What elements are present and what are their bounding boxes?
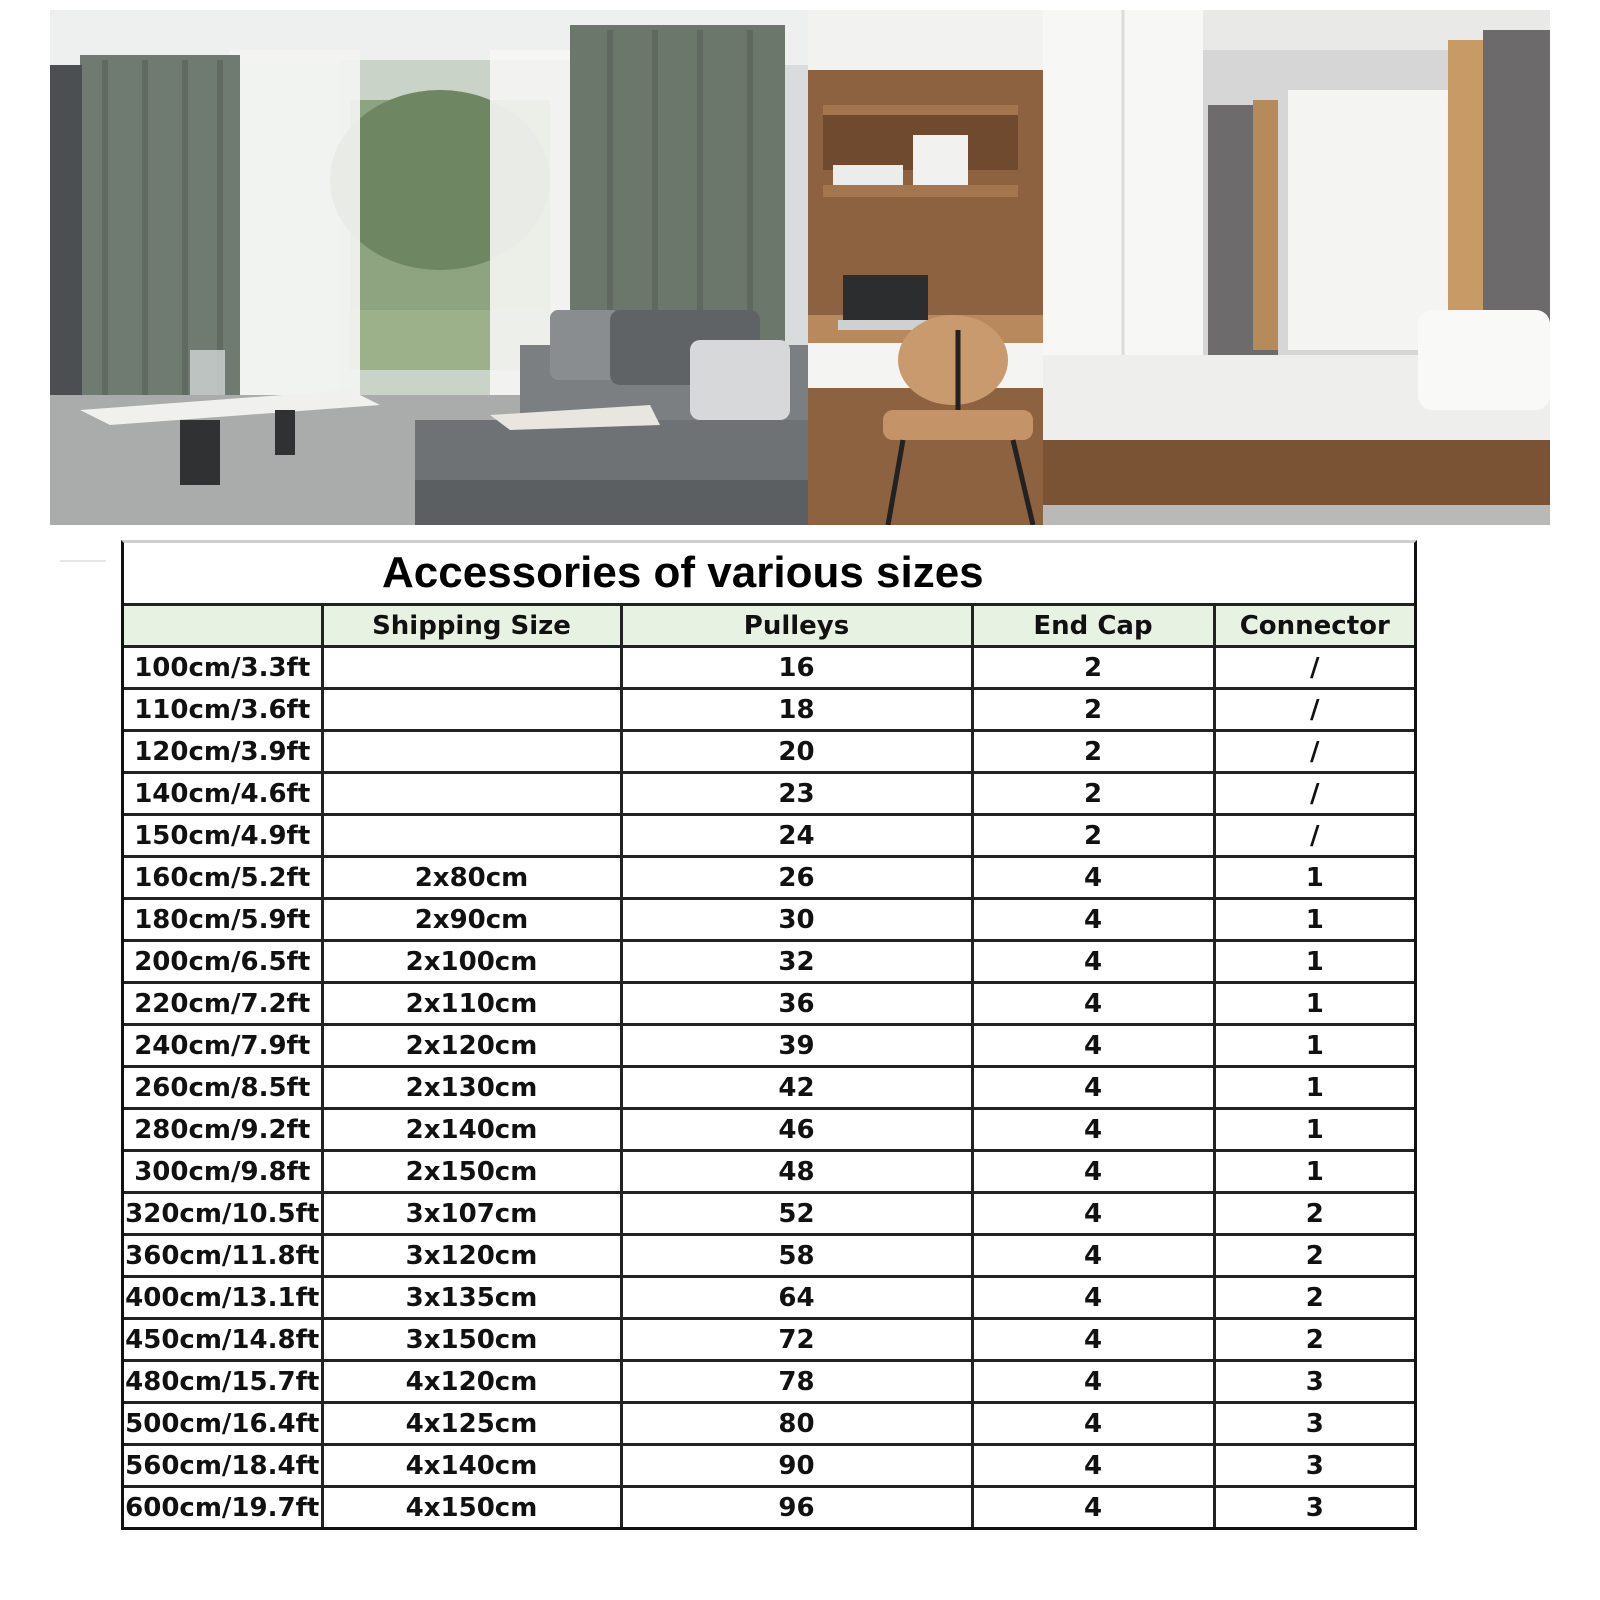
table-row [124, 1403, 1414, 1445]
table-row [124, 815, 1414, 857]
table-title: Accessories of various sizes [382, 548, 984, 597]
cell-shipping-size: 3x120cm [322, 1235, 621, 1277]
cell-end-cap: 4 [972, 1403, 1214, 1445]
cell-shipping-size: 2x130cm [322, 1067, 621, 1109]
cell-shipping-size [322, 647, 621, 689]
cell-shipping-size: 4x140cm [322, 1445, 621, 1487]
cell-connector: 1 [1214, 857, 1414, 899]
cell-connector: 3 [1214, 1361, 1414, 1403]
cell-pulleys: 36 [621, 983, 972, 1025]
cell-pulleys: 23 [621, 773, 972, 815]
cell-end-cap: 4 [972, 1067, 1214, 1109]
cell-shipping-size: 2x120cm [322, 1025, 621, 1067]
cell-length: 260cm/8.5ft [124, 1067, 322, 1109]
cell-connector: 1 [1214, 1067, 1414, 1109]
table-row [124, 857, 1414, 899]
cell-shipping-size [322, 731, 621, 773]
cell-length: 100cm/3.3ft [124, 647, 322, 689]
cell-length: 180cm/5.9ft [124, 899, 322, 941]
cell-end-cap: 4 [972, 1193, 1214, 1235]
cell-pulleys: 39 [621, 1025, 972, 1067]
cell-connector: 2 [1214, 1235, 1414, 1277]
cell-pulleys: 46 [621, 1109, 972, 1151]
header-length [124, 606, 322, 647]
table-row [124, 1151, 1414, 1193]
table-row [124, 899, 1414, 941]
cell-end-cap: 4 [972, 1277, 1214, 1319]
cell-end-cap: 2 [972, 815, 1214, 857]
cell-pulleys: 24 [621, 815, 972, 857]
header-end-cap: End Cap [972, 606, 1214, 647]
table-row [124, 773, 1414, 815]
cell-connector: 3 [1214, 1487, 1414, 1528]
cell-length: 450cm/14.8ft [124, 1319, 322, 1361]
cell-connector: / [1214, 689, 1414, 731]
cell-length: 500cm/16.4ft [124, 1403, 322, 1445]
photo-banner [50, 10, 1550, 525]
living-room-curtain-photo [50, 10, 808, 525]
accessories-size-table [121, 540, 1417, 1530]
table-title-row [124, 543, 1414, 606]
cell-end-cap: 2 [972, 689, 1214, 731]
cell-shipping-size: 4x125cm [322, 1403, 621, 1445]
accessories-table [124, 606, 1414, 1527]
table-row [124, 1109, 1414, 1151]
header-row [124, 606, 1414, 647]
cell-end-cap: 4 [972, 899, 1214, 941]
cell-shipping-size: 3x150cm [322, 1319, 621, 1361]
cell-pulleys: 80 [621, 1403, 972, 1445]
cell-pulleys: 48 [621, 1151, 972, 1193]
cell-end-cap: 4 [972, 1151, 1214, 1193]
cell-end-cap: 4 [972, 1487, 1214, 1528]
cell-end-cap: 4 [972, 1445, 1214, 1487]
cell-connector: 1 [1214, 899, 1414, 941]
cell-length: 400cm/13.1ft [124, 1277, 322, 1319]
cell-connector: 1 [1214, 1025, 1414, 1067]
cell-length: 300cm/9.8ft [124, 1151, 322, 1193]
cell-shipping-size: 2x100cm [322, 941, 621, 983]
table-row [124, 1319, 1414, 1361]
cell-pulleys: 64 [621, 1277, 972, 1319]
cell-length: 600cm/19.7ft [124, 1487, 322, 1528]
cell-end-cap: 4 [972, 983, 1214, 1025]
cell-length: 150cm/4.9ft [124, 815, 322, 857]
cell-length: 140cm/4.6ft [124, 773, 322, 815]
cell-shipping-size [322, 689, 621, 731]
cell-length: 200cm/6.5ft [124, 941, 322, 983]
cell-connector: / [1214, 773, 1414, 815]
cell-pulleys: 78 [621, 1361, 972, 1403]
cell-connector: 3 [1214, 1445, 1414, 1487]
table-row [124, 689, 1414, 731]
table-row [124, 1361, 1414, 1403]
cell-connector: 2 [1214, 1193, 1414, 1235]
cell-shipping-size: 2x150cm [322, 1151, 621, 1193]
cell-length: 220cm/7.2ft [124, 983, 322, 1025]
cell-connector: 1 [1214, 941, 1414, 983]
table-row [124, 647, 1414, 689]
cell-shipping-size: 2x90cm [322, 899, 621, 941]
cell-pulleys: 32 [621, 941, 972, 983]
table-row [124, 1487, 1414, 1528]
cell-pulleys: 52 [621, 1193, 972, 1235]
cell-connector: 3 [1214, 1403, 1414, 1445]
cell-length: 160cm/5.2ft [124, 857, 322, 899]
cell-shipping-size: 4x120cm [322, 1361, 621, 1403]
cell-pulleys: 90 [621, 1445, 972, 1487]
cell-pulleys: 30 [621, 899, 972, 941]
cell-end-cap: 4 [972, 1361, 1214, 1403]
cell-end-cap: 2 [972, 731, 1214, 773]
table-row [124, 941, 1414, 983]
table-row [124, 1277, 1414, 1319]
cell-shipping-size: 2x140cm [322, 1109, 621, 1151]
cell-connector: 2 [1214, 1319, 1414, 1361]
table-row [124, 1445, 1414, 1487]
cell-connector: 1 [1214, 1151, 1414, 1193]
cell-connector: 1 [1214, 983, 1414, 1025]
cell-pulleys: 42 [621, 1067, 972, 1109]
cell-shipping-size [322, 773, 621, 815]
cell-end-cap: 2 [972, 773, 1214, 815]
cell-shipping-size: 3x135cm [322, 1277, 621, 1319]
table-row [124, 1025, 1414, 1067]
cell-connector: 2 [1214, 1277, 1414, 1319]
bedroom-curtain-photo [808, 10, 1550, 525]
table-row [124, 731, 1414, 773]
table-row [124, 1067, 1414, 1109]
cell-shipping-size: 2x110cm [322, 983, 621, 1025]
cell-length: 120cm/3.9ft [124, 731, 322, 773]
cell-shipping-size: 4x150cm [322, 1487, 621, 1528]
header-connector: Connector [1214, 606, 1414, 647]
cell-connector: / [1214, 815, 1414, 857]
table-row [124, 1193, 1414, 1235]
header-shipping-size: Shipping Size [322, 606, 621, 647]
cell-end-cap: 4 [972, 857, 1214, 899]
cell-connector: / [1214, 647, 1414, 689]
cell-end-cap: 4 [972, 1109, 1214, 1151]
cell-length: 240cm/7.9ft [124, 1025, 322, 1067]
cell-pulleys: 18 [621, 689, 972, 731]
cell-length: 360cm/11.8ft [124, 1235, 322, 1277]
cell-pulleys: 20 [621, 731, 972, 773]
cell-shipping-size: 2x80cm [322, 857, 621, 899]
cell-pulleys: 72 [621, 1319, 972, 1361]
cell-shipping-size [322, 815, 621, 857]
cell-connector: / [1214, 731, 1414, 773]
cell-length: 480cm/15.7ft [124, 1361, 322, 1403]
cell-end-cap: 4 [972, 1025, 1214, 1067]
cell-end-cap: 4 [972, 1235, 1214, 1277]
cell-pulleys: 16 [621, 647, 972, 689]
cell-shipping-size: 3x107cm [322, 1193, 621, 1235]
cell-length: 110cm/3.6ft [124, 689, 322, 731]
cell-pulleys: 58 [621, 1235, 972, 1277]
cell-pulleys: 96 [621, 1487, 972, 1528]
cell-length: 320cm/10.5ft [124, 1193, 322, 1235]
cell-end-cap: 4 [972, 1319, 1214, 1361]
cell-end-cap: 4 [972, 941, 1214, 983]
cell-end-cap: 2 [972, 647, 1214, 689]
cell-connector: 1 [1214, 1109, 1414, 1151]
cell-pulleys: 26 [621, 857, 972, 899]
table-row [124, 1235, 1414, 1277]
cell-length: 560cm/18.4ft [124, 1445, 322, 1487]
cell-length: 280cm/9.2ft [124, 1109, 322, 1151]
header-pulleys: Pulleys [621, 606, 972, 647]
table-row [124, 983, 1414, 1025]
divider-line [60, 560, 106, 562]
